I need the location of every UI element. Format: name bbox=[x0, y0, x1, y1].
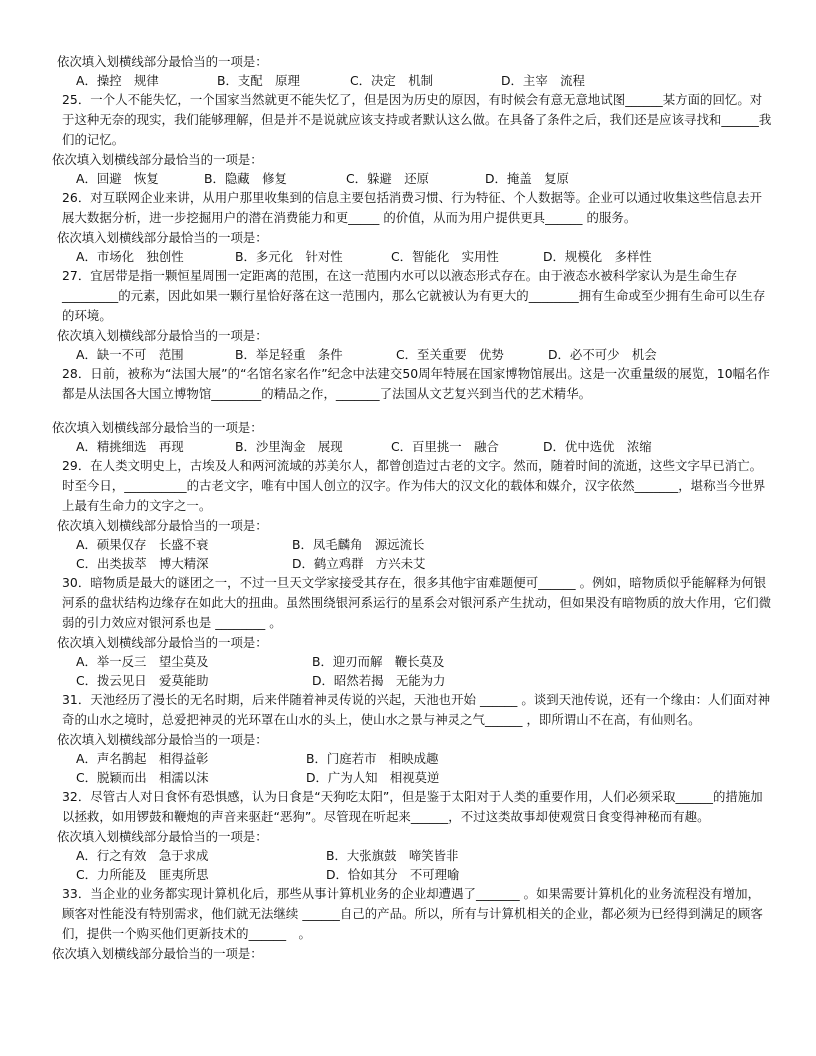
question-30: 30．暗物质是最大的谜团之一，不过一旦天文学家接受其存在，很多其他宇宙难题便可______ 。例如，暗物质似乎能解释为何银河系的盘状结构边缘存在如此大的扭曲。虽然围绕银河系运行的星系会对银河系产生扰动，但如果没有暗物质的放大作用，它们微弱的引力效应对银河系也是 ________ 。 bbox=[62, 575, 772, 630]
options-row bbox=[76, 768, 772, 787]
option-c[interactable]: C．拨云见日 爱莫能助 bbox=[76, 673, 209, 688]
option-a[interactable]: A．精挑细选 再现 bbox=[76, 439, 184, 454]
question-29: 29．在人类文明史上，古埃及人和两河流域的苏美尔人，都曾创造过古老的文字。然而，随着时间的流逝，这些文字早已消亡。时至今日，__________的古老文字，唯有中国人创立的汉字。作为伟大的汉文化的载体和媒介，汉字依然_______，堪称当今世界上最有生命力的文字之一。 bbox=[62, 458, 766, 513]
options-row bbox=[76, 345, 772, 364]
option-b[interactable]: B．迎刃而解 鞭长莫及 bbox=[312, 654, 445, 669]
options-row bbox=[76, 554, 772, 573]
options-row bbox=[76, 749, 772, 768]
question-prompt: 依次填入划横线部分最恰当的一项是： bbox=[52, 152, 263, 167]
question-26: 26．对互联网企业来讲，从用户那里收集到的信息主要包括消费习惯、行为特征、个人数据等。企业可以通过收集这些信息去开展大数据分析，进一步挖掘用户的潜在消费能力和更_____ 的价值，从而为用户提供更具______ 的服务。 bbox=[62, 190, 763, 225]
option-b[interactable]: B．隐藏 修复 bbox=[204, 171, 287, 186]
options-row bbox=[76, 865, 772, 884]
option-c[interactable]: C．躲避 还原 bbox=[346, 171, 429, 186]
options-row bbox=[76, 652, 772, 671]
option-b[interactable]: B．大张旗鼓 啼笑皆非 bbox=[326, 848, 459, 863]
question-31: 31．天池经历了漫长的无名时期，后来伴随着神灵传说的兴起，天池也开始 ______ 。谈到天池传说，还有一个缘由：人们面对神奇的山水之境时，总爱把神灵的光环罩在山水的头上，使山水之景与神灵之气______ ，即所谓山不在高，有仙则名。 bbox=[62, 692, 771, 727]
question-25: 25．一个人不能失忆，一个国家当然就更不能失忆了，但是因为历史的原因，有时候会有意无意地试图______某方面的回忆。对于这种无奈的现实，我们能够理解，但是并不是说就应该支持或者默认这么做。在具备了条件之后，我们还是应该寻找和______我们的记忆。 bbox=[62, 92, 772, 147]
option-d[interactable]: D．鹤立鸡群 方兴未艾 bbox=[292, 556, 426, 571]
option-b[interactable]: B．凤毛麟角 源远流长 bbox=[292, 537, 425, 552]
option-a[interactable]: A．硕果仅存 长盛不衰 bbox=[76, 537, 209, 552]
option-b[interactable]: B．多元化 针对性 bbox=[235, 249, 343, 264]
question-prompt: 依次填入划横线部分最恰当的一项是： bbox=[57, 732, 268, 747]
options-row bbox=[76, 169, 772, 188]
options-row bbox=[76, 247, 772, 266]
option-b[interactable]: B．沙里淘金 展现 bbox=[235, 439, 343, 454]
option-c[interactable]: C．百里挑一 融合 bbox=[391, 439, 499, 454]
options-row bbox=[76, 437, 772, 456]
options-row bbox=[76, 535, 772, 554]
option-c[interactable]: C．力所能及 匪夷所思 bbox=[76, 867, 209, 882]
options-row bbox=[76, 71, 772, 90]
question-prompt: 依次填入划横线部分最恰当的一项是： bbox=[57, 829, 268, 844]
option-a[interactable]: A．回避 恢复 bbox=[76, 171, 159, 186]
question-prompt: 依次填入划横线部分最恰当的一项是： bbox=[57, 518, 268, 533]
option-b[interactable]: B．举足轻重 条件 bbox=[235, 347, 343, 362]
question-prompt: 依次填入划横线部分最恰当的一项是： bbox=[57, 635, 268, 650]
option-a[interactable]: A．行之有效 急于求成 bbox=[76, 848, 209, 863]
option-b[interactable]: B．支配 原理 bbox=[217, 73, 300, 88]
option-d[interactable]: D．掩盖 复原 bbox=[485, 171, 569, 186]
options-row bbox=[76, 671, 772, 690]
option-c[interactable]: C．脱颖而出 相濡以沫 bbox=[76, 770, 209, 785]
option-a[interactable]: A．缺一不可 范围 bbox=[76, 347, 184, 362]
option-d[interactable]: D．优中选优 浓缩 bbox=[543, 439, 652, 454]
option-a[interactable]: A．举一反三 望尘莫及 bbox=[76, 654, 209, 669]
option-a[interactable]: A．操控 规律 bbox=[76, 73, 159, 88]
option-c[interactable]: C．出类拔萃 博大精深 bbox=[76, 556, 209, 571]
question-prompt: 依次填入划横线部分最恰当的一项是： bbox=[57, 54, 268, 69]
option-d[interactable]: D．规模化 多样性 bbox=[543, 249, 652, 264]
question-32: 32．尽管古人对日食怀有恐惧感，认为日食是“天狗吃太阳”，但是鉴于太阳对于人类的重要作用，人们必须采取______的措施加以拯救，如用锣鼓和鞭炮的声音来驱赶“恶狗”。尽管现在听起来______，不过这类故事却使观赏日食变得神秘而有趣。 bbox=[62, 789, 763, 824]
options-row bbox=[76, 846, 772, 865]
option-d[interactable]: D．恰如其分 不可理喻 bbox=[326, 867, 460, 882]
option-c[interactable]: C．至关重要 优势 bbox=[396, 347, 504, 362]
question-prompt: 依次填入划横线部分最恰当的一项是： bbox=[57, 230, 268, 245]
option-a[interactable]: A．市场化 独创性 bbox=[76, 249, 184, 264]
question-prompt: 依次填入划横线部分最恰当的一项是： bbox=[57, 328, 268, 343]
question-prompt: 依次填入划横线部分最恰当的一项是： bbox=[52, 420, 263, 435]
question-33: 33．当企业的业务都实现计算机化后，那些从事计算机业务的企业却遭遇了_______ 。如果需要计算机化的业务流程没有增加，顾客对性能没有特别需求，他们就无法继续 ______自己的产品。所以，所有与计算机相关的企业，都必须为已经得到满足的顾客们，提供一个购买他们更新技术的______ 。 bbox=[62, 886, 763, 941]
question-27: 27．宜居带是指一颗恒星周围一定距离的范围，在这一范围内水可以以液态形式存在。由于液态水被科学家认为是生命生存_________的元素，因此如果一颗行星恰好落在这一范围内，那么它就被认为有更大的________拥有生命或至少拥有生命可以生存的环境。 bbox=[62, 268, 766, 323]
option-d[interactable]: D．必不可少 机会 bbox=[548, 347, 657, 362]
option-d[interactable]: D．主宰 流程 bbox=[501, 73, 585, 88]
option-a[interactable]: A．声名鹊起 相得益彰 bbox=[76, 751, 209, 766]
option-c[interactable]: C．决定 机制 bbox=[350, 73, 433, 88]
question-28: 28．日前，被称为“法国大展”的“名馆名家名作”纪念中法建交50周年特展在国家博物馆展出。这是一次重量级的展览，10幅名作都是从法国各大国立博物馆________的精品之作，_______了法国从文艺复兴到当代的艺术精华。 bbox=[62, 366, 770, 401]
option-d[interactable]: D．广为人知 相视莫逆 bbox=[306, 770, 440, 785]
question-prompt: 依次填入划横线部分最恰当的一项是： bbox=[52, 946, 263, 961]
option-d[interactable]: D．昭然若揭 无能为力 bbox=[312, 673, 446, 688]
option-b[interactable]: B．门庭若市 相映成趣 bbox=[306, 751, 439, 766]
option-c[interactable]: C．智能化 实用性 bbox=[391, 249, 499, 264]
